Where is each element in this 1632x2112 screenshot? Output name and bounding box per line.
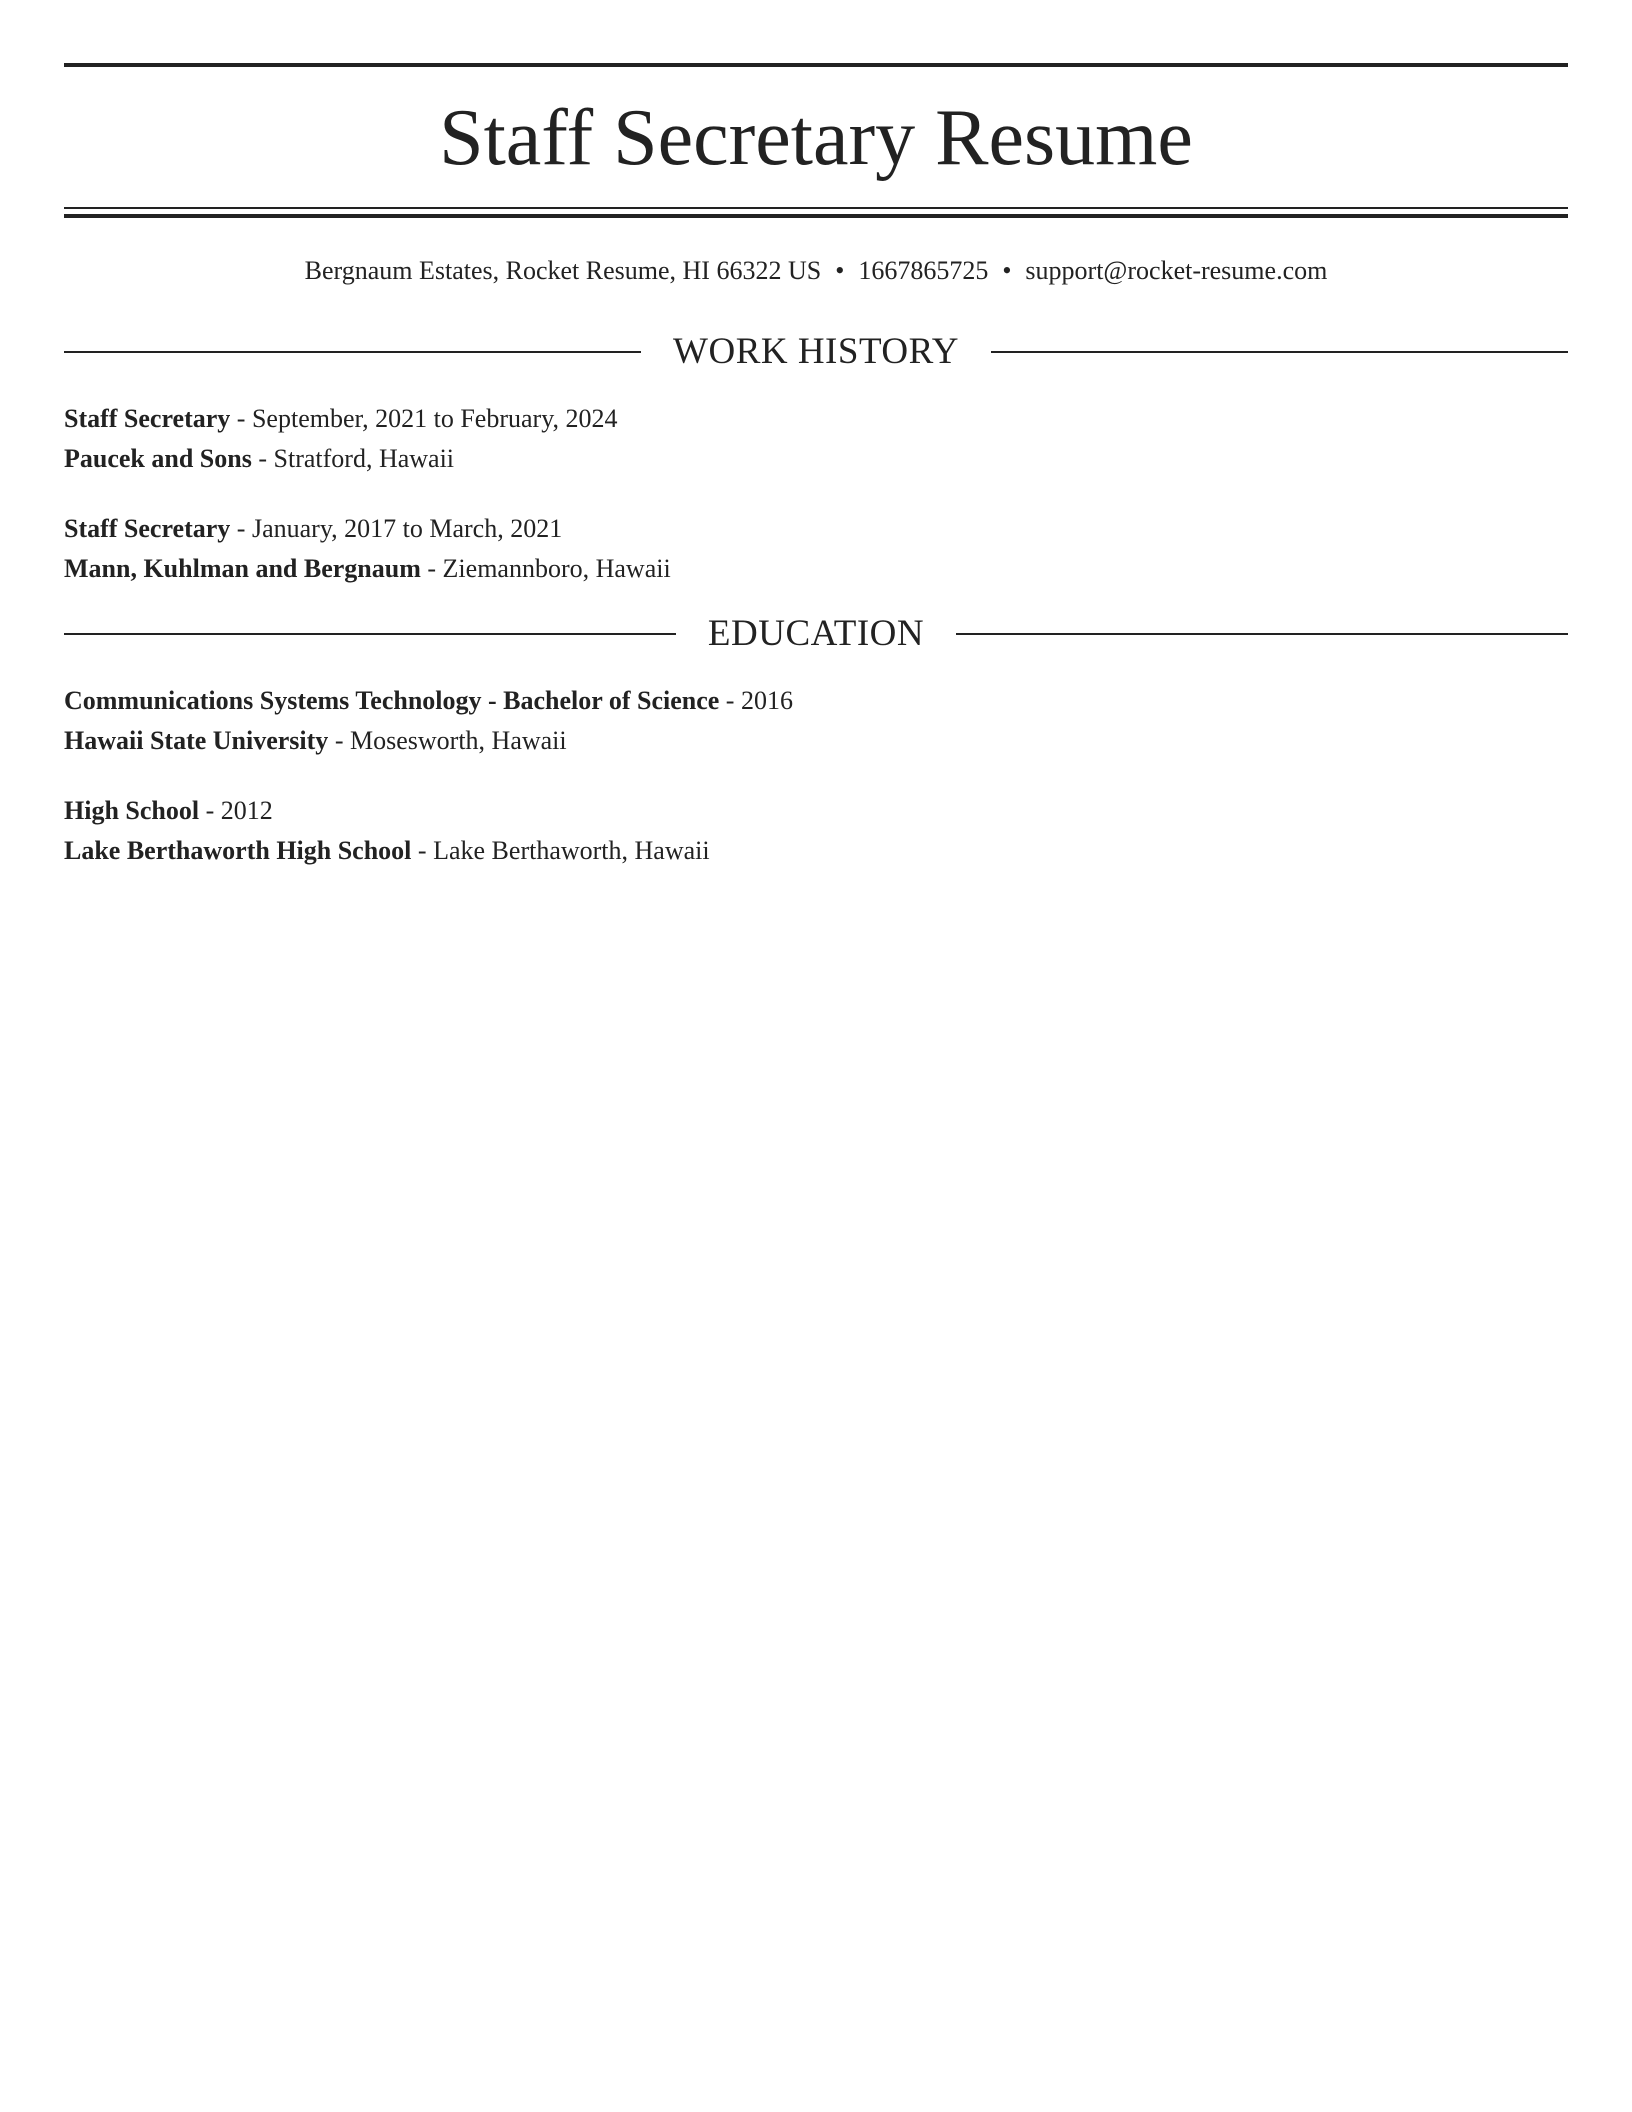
contact-separator: • <box>835 256 845 285</box>
job-title: Staff Secretary <box>64 404 231 433</box>
contact-line <box>64 253 1568 289</box>
degree-name: Communications Systems Technology - Bachelor of Science <box>64 686 720 715</box>
dash: - <box>725 686 735 715</box>
section-rule-right <box>956 633 1568 635</box>
dash: - <box>236 514 246 543</box>
education-entry-school-row <box>64 721 1568 761</box>
section-rule-left <box>64 351 641 353</box>
graduation-year: 2012 <box>220 796 273 825</box>
school-name: Hawaii State University <box>64 726 329 755</box>
employer-location: Ziemannboro, Hawaii <box>442 554 671 583</box>
work-entry-title-row <box>64 399 1568 439</box>
employer-location: Stratford, Hawaii <box>273 444 455 473</box>
section-heading-education <box>64 610 1568 658</box>
graduation-year: 2016 <box>740 686 793 715</box>
education-entry <box>64 681 1568 761</box>
work-entry-employer-row <box>64 439 1568 479</box>
job-dates: January, 2017 to March, 2021 <box>251 514 563 543</box>
education-entry-degree-row <box>64 791 1568 831</box>
contact-address: Bergnaum Estates, Rocket Resume, HI 66322 US <box>304 256 822 285</box>
header-bottom-rule-thin <box>64 207 1568 209</box>
school-location: Lake Berthaworth, Hawaii <box>433 836 710 865</box>
dash: - <box>427 554 437 583</box>
education-entry-school-row <box>64 831 1568 871</box>
education-entry <box>64 791 1568 871</box>
contact-phone: 1667865725 <box>858 256 989 285</box>
header-bottom-rule-thick <box>64 214 1568 218</box>
degree-name: High School <box>64 796 200 825</box>
section-title-education: EDUCATION <box>707 613 925 654</box>
header-top-rule <box>64 63 1568 67</box>
work-entry-employer-row <box>64 549 1568 589</box>
work-entry <box>64 399 1568 479</box>
section-title-work-history: WORK HISTORY <box>673 331 959 372</box>
employer-name: Mann, Kuhlman and Bergnaum <box>64 554 421 583</box>
section-heading-work-history <box>64 328 1568 376</box>
job-title: Staff Secretary <box>64 514 231 543</box>
dash: - <box>236 404 246 433</box>
dash: - <box>334 726 344 755</box>
page-title: Staff Secretary Resume <box>439 94 1193 182</box>
school-location: Mosesworth, Hawaii <box>349 726 567 755</box>
contact-separator: • <box>1002 256 1012 285</box>
dash: - <box>258 444 268 473</box>
dash: - <box>417 836 427 865</box>
job-dates: September, 2021 to February, 2024 <box>251 404 618 433</box>
school-name: Lake Berthaworth High School <box>64 836 412 865</box>
contact-email[interactable]: support@rocket-resume.com <box>1025 256 1328 285</box>
education-entry-degree-row <box>64 681 1568 721</box>
work-entry <box>64 509 1568 589</box>
section-rule-left <box>64 633 676 635</box>
section-rule-right <box>991 351 1568 353</box>
work-entry-title-row <box>64 509 1568 549</box>
employer-name: Paucek and Sons <box>64 444 252 473</box>
dash: - <box>205 796 215 825</box>
